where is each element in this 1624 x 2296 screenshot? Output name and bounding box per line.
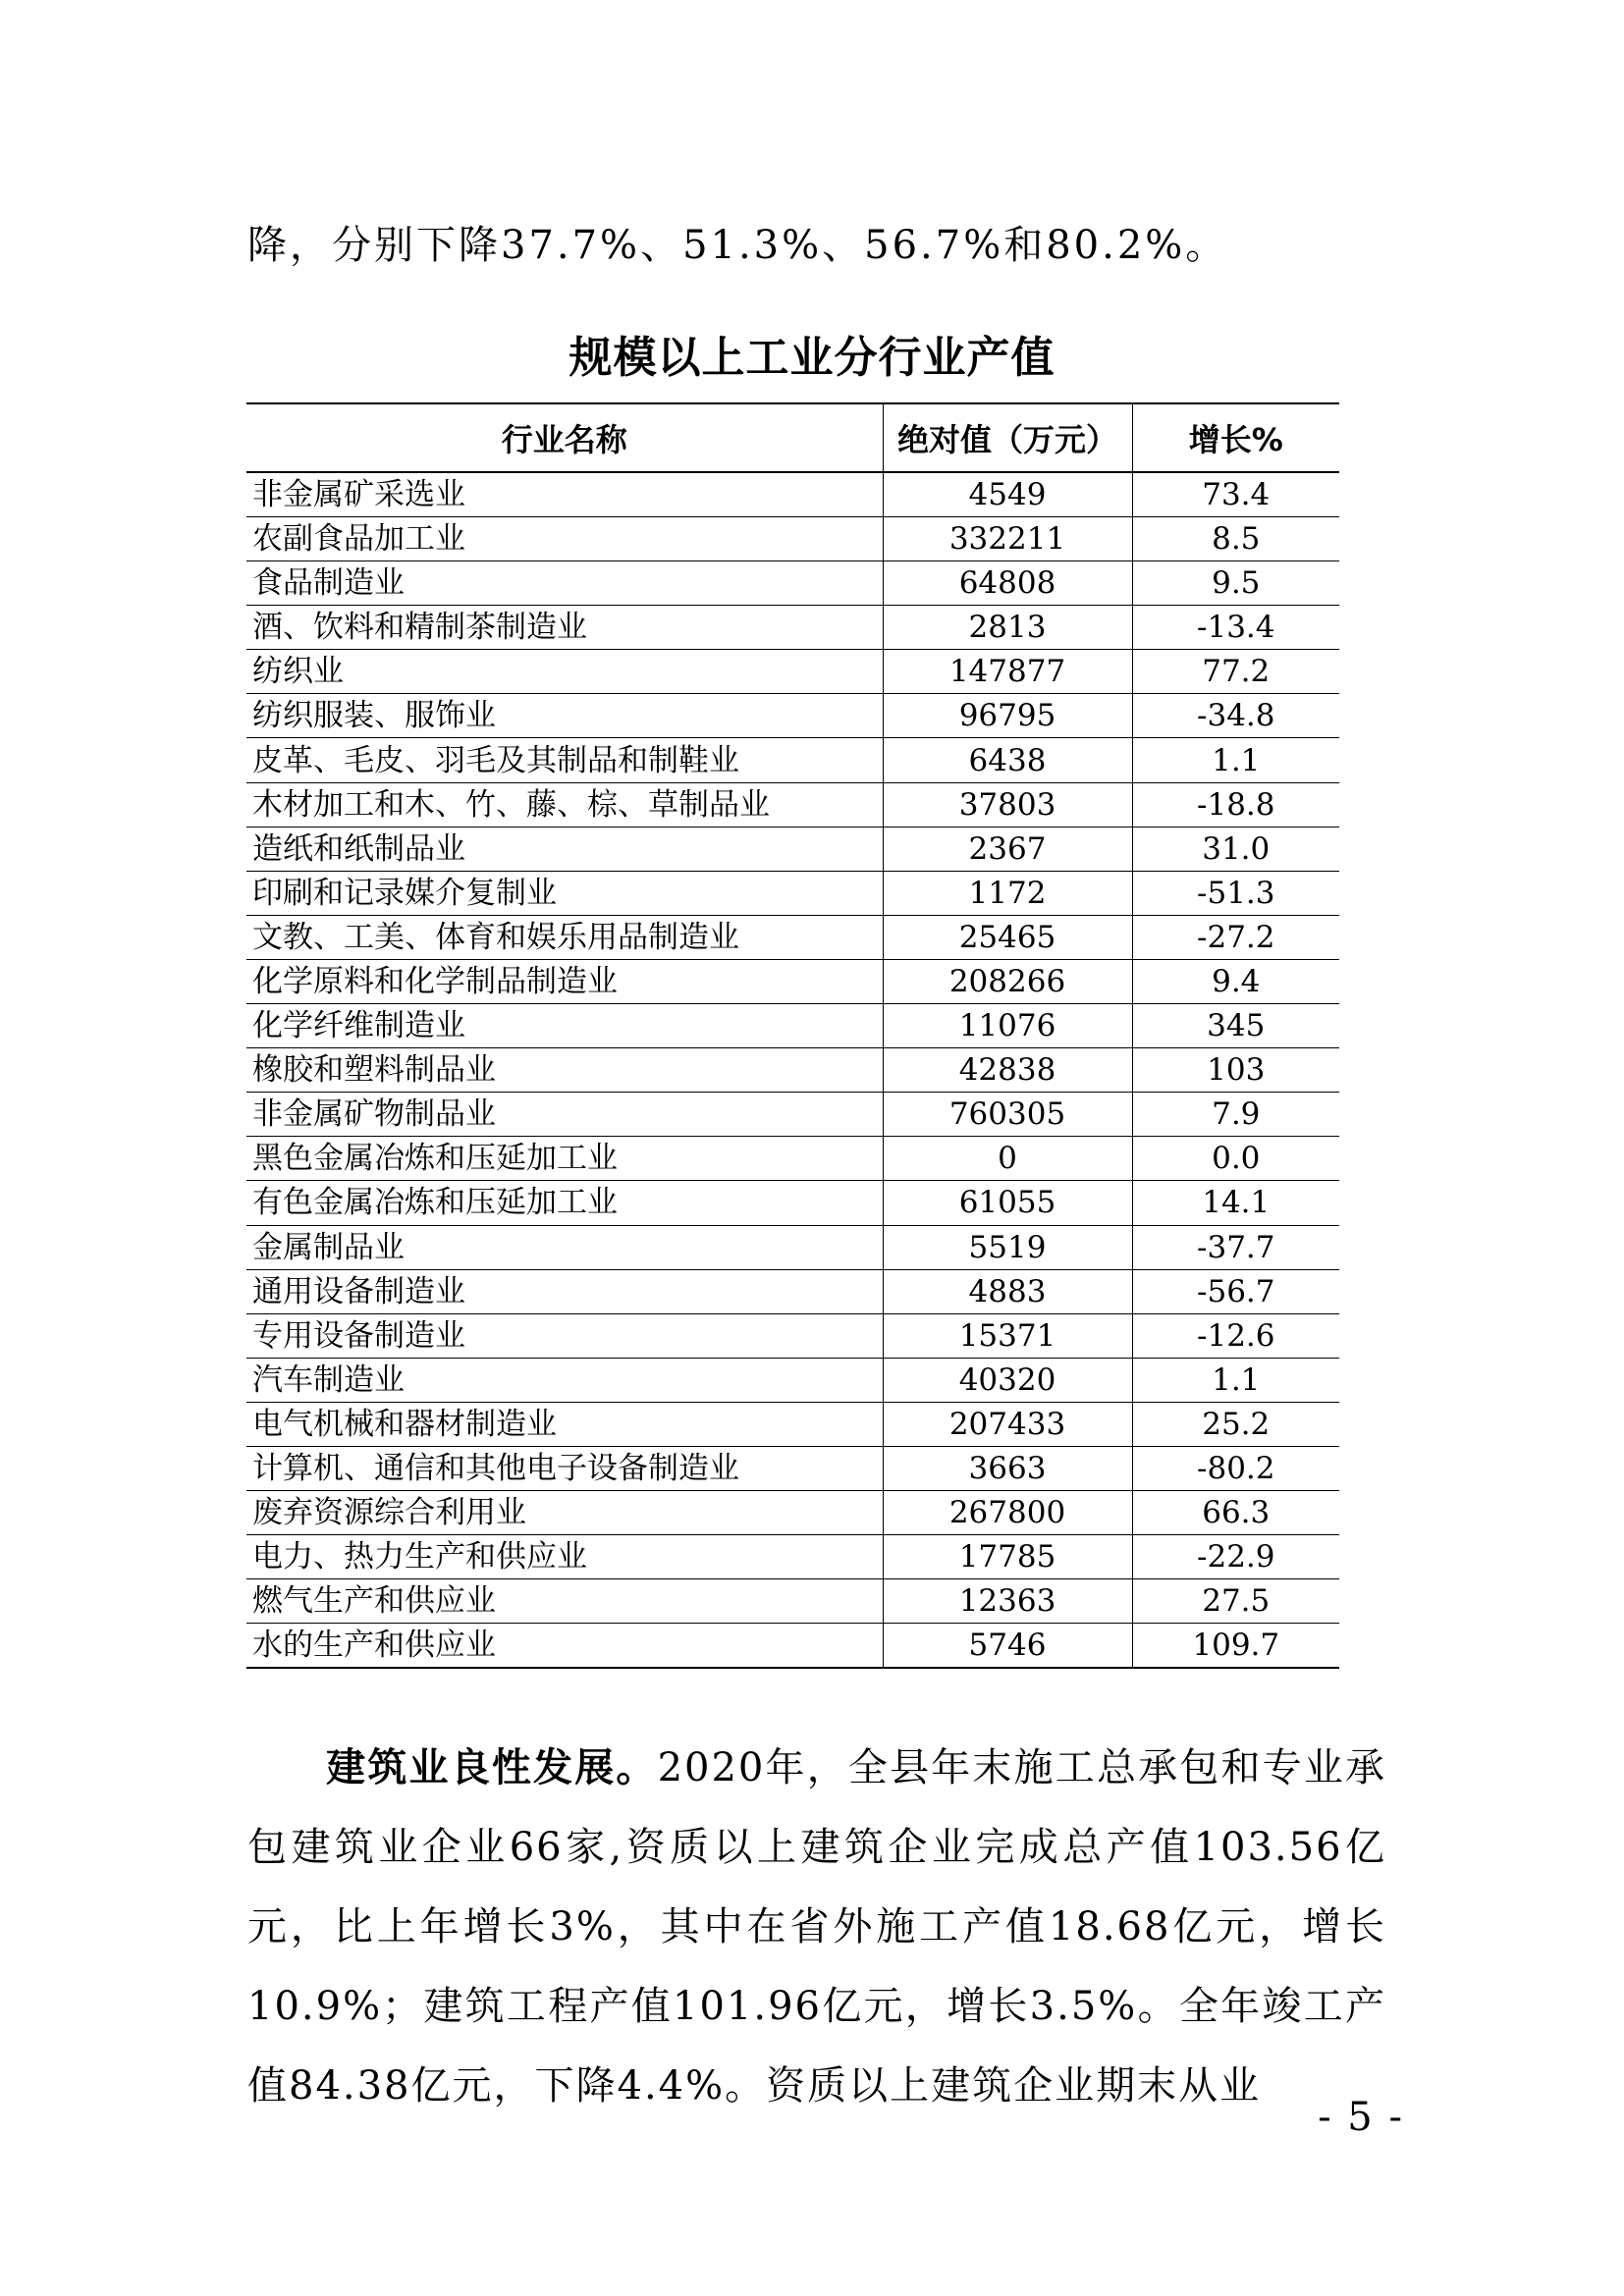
absolute-value-cell: 5746 bbox=[883, 1624, 1132, 1669]
growth-cell: -51.3 bbox=[1132, 871, 1339, 915]
growth-cell: -34.8 bbox=[1132, 694, 1339, 738]
growth-cell: 27.5 bbox=[1132, 1579, 1339, 1624]
industry-name-cell: 文教、工美、体育和娱乐用品制造业 bbox=[246, 915, 883, 959]
growth-cell: 103 bbox=[1132, 1048, 1339, 1093]
table-row bbox=[246, 1402, 1339, 1446]
table-header-row bbox=[246, 403, 1339, 472]
absolute-value-cell: 4883 bbox=[883, 1269, 1132, 1313]
intro-paragraph: 降，分别下降37.7%、51.3%、56.7%和80.2%。 bbox=[247, 223, 1228, 268]
absolute-value-cell: 2813 bbox=[883, 606, 1132, 650]
growth-cell: -18.8 bbox=[1132, 782, 1339, 827]
industry-name-cell: 木材加工和木、竹、藤、棕、草制品业 bbox=[246, 782, 883, 827]
absolute-value-cell: 760305 bbox=[883, 1093, 1132, 1137]
header-growth: 增长% bbox=[1132, 403, 1339, 472]
table-row bbox=[246, 650, 1339, 694]
growth-cell: 8.5 bbox=[1132, 517, 1339, 561]
table-row bbox=[246, 1579, 1339, 1624]
table-row bbox=[246, 915, 1339, 959]
absolute-value-cell: 17785 bbox=[883, 1535, 1132, 1579]
table-row bbox=[246, 1446, 1339, 1490]
table-row bbox=[246, 1093, 1339, 1137]
industry-name-cell: 金属制品业 bbox=[246, 1225, 883, 1269]
growth-cell: 0.0 bbox=[1132, 1137, 1339, 1181]
table-row bbox=[246, 1225, 1339, 1269]
table-row bbox=[246, 1313, 1339, 1358]
table-row bbox=[246, 517, 1339, 561]
growth-cell: 66.3 bbox=[1132, 1491, 1339, 1535]
industry-name-cell: 皮革、毛皮、羽毛及其制品和制鞋业 bbox=[246, 738, 883, 782]
industry-name-cell: 黑色金属冶炼和压延加工业 bbox=[246, 1137, 883, 1181]
growth-cell: 7.9 bbox=[1132, 1093, 1339, 1137]
absolute-value-cell: 4549 bbox=[883, 472, 1132, 517]
industry-name-cell: 化学纤维制造业 bbox=[246, 1004, 883, 1048]
growth-cell: -27.2 bbox=[1132, 915, 1339, 959]
industry-name-cell: 食品制造业 bbox=[246, 561, 883, 606]
industry-name-cell: 酒、饮料和精制茶制造业 bbox=[246, 606, 883, 650]
industry-name-cell: 非金属矿物制品业 bbox=[246, 1093, 883, 1137]
absolute-value-cell: 6438 bbox=[883, 738, 1132, 782]
absolute-value-cell: 267800 bbox=[883, 1491, 1132, 1535]
table-row bbox=[246, 738, 1339, 782]
table-row bbox=[246, 1624, 1339, 1669]
growth-cell: 25.2 bbox=[1132, 1402, 1339, 1446]
growth-cell: -12.6 bbox=[1132, 1313, 1339, 1358]
industry-name-cell: 有色金属冶炼和压延加工业 bbox=[246, 1181, 883, 1225]
industry-name-cell: 纺织服装、服饰业 bbox=[246, 694, 883, 738]
absolute-value-cell: 1172 bbox=[883, 871, 1132, 915]
construction-paragraph bbox=[247, 1728, 1386, 2126]
table-row bbox=[246, 1004, 1339, 1048]
absolute-value-cell: 61055 bbox=[883, 1181, 1132, 1225]
growth-cell: 31.0 bbox=[1132, 827, 1339, 871]
absolute-value-cell: 37803 bbox=[883, 782, 1132, 827]
table-row bbox=[246, 871, 1339, 915]
industry-name-cell: 电力、热力生产和供应业 bbox=[246, 1535, 883, 1579]
table-title: 规模以上工业分行业产值 bbox=[568, 333, 1056, 383]
industry-name-cell: 电气机械和器材制造业 bbox=[246, 1402, 883, 1446]
industry-name-cell: 专用设备制造业 bbox=[246, 1313, 883, 1358]
table-row bbox=[246, 472, 1339, 517]
table-row bbox=[246, 1048, 1339, 1093]
growth-cell: 1.1 bbox=[1132, 1358, 1339, 1402]
table-row bbox=[246, 606, 1339, 650]
growth-cell: -22.9 bbox=[1132, 1535, 1339, 1579]
construction-lead: 建筑业良性发展。 bbox=[326, 1744, 658, 1790]
table-row bbox=[246, 827, 1339, 871]
growth-cell: 9.4 bbox=[1132, 959, 1339, 1003]
absolute-value-cell: 208266 bbox=[883, 959, 1132, 1003]
growth-cell: 77.2 bbox=[1132, 650, 1339, 694]
industry-name-cell: 水的生产和供应业 bbox=[246, 1624, 883, 1669]
growth-cell: 1.1 bbox=[1132, 738, 1339, 782]
growth-cell: 14.1 bbox=[1132, 1181, 1339, 1225]
industry-name-cell: 化学原料和化学制品制造业 bbox=[246, 959, 883, 1003]
header-industry-name: 行业名称 bbox=[246, 403, 883, 472]
industry-name-cell: 燃气生产和供应业 bbox=[246, 1579, 883, 1624]
absolute-value-cell: 2367 bbox=[883, 827, 1132, 871]
absolute-value-cell: 3663 bbox=[883, 1446, 1132, 1490]
table-row bbox=[246, 694, 1339, 738]
page-number: - 5 - bbox=[1318, 2095, 1404, 2140]
absolute-value-cell: 96795 bbox=[883, 694, 1132, 738]
absolute-value-cell: 64808 bbox=[883, 561, 1132, 606]
industry-output-table bbox=[246, 402, 1339, 1669]
absolute-value-cell: 11076 bbox=[883, 1004, 1132, 1048]
growth-cell: -13.4 bbox=[1132, 606, 1339, 650]
absolute-value-cell: 12363 bbox=[883, 1579, 1132, 1624]
absolute-value-cell: 25465 bbox=[883, 915, 1132, 959]
industry-name-cell: 印刷和记录媒介复制业 bbox=[246, 871, 883, 915]
table-row bbox=[246, 1535, 1339, 1579]
industry-name-cell: 橡胶和塑料制品业 bbox=[246, 1048, 883, 1093]
absolute-value-cell: 40320 bbox=[883, 1358, 1132, 1402]
table-body bbox=[246, 472, 1339, 1668]
industry-name-cell: 造纸和纸制品业 bbox=[246, 827, 883, 871]
table-row bbox=[246, 782, 1339, 827]
construction-text: 2020年，全县年末施工总承包和专业承包建筑业企业66家,资质以上建筑企业完成总产值103.56亿元，比上年增长3%，其中在省外施工产值18.68亿元，增长10.9%；建筑工程产值101.96亿元，增长3.5%。全年竣工产值84.38亿元，下降4.4%。资质以上建筑企业期末从业 bbox=[247, 1745, 1387, 2109]
absolute-value-cell: 147877 bbox=[883, 650, 1132, 694]
absolute-value-cell: 0 bbox=[883, 1137, 1132, 1181]
table-row bbox=[246, 1491, 1339, 1535]
table-row bbox=[246, 1358, 1339, 1402]
table-row bbox=[246, 959, 1339, 1003]
absolute-value-cell: 207433 bbox=[883, 1402, 1132, 1446]
growth-cell: -37.7 bbox=[1132, 1225, 1339, 1269]
table-row bbox=[246, 1181, 1339, 1225]
industry-name-cell: 汽车制造业 bbox=[246, 1358, 883, 1402]
growth-cell: 73.4 bbox=[1132, 472, 1339, 517]
industry-name-cell: 通用设备制造业 bbox=[246, 1269, 883, 1313]
absolute-value-cell: 15371 bbox=[883, 1313, 1132, 1358]
table-row bbox=[246, 561, 1339, 606]
absolute-value-cell: 5519 bbox=[883, 1225, 1132, 1269]
table-row bbox=[246, 1269, 1339, 1313]
growth-cell: 9.5 bbox=[1132, 561, 1339, 606]
header-absolute-value: 绝对值（万元） bbox=[883, 403, 1132, 472]
growth-cell: -56.7 bbox=[1132, 1269, 1339, 1313]
industry-name-cell: 废弃资源综合利用业 bbox=[246, 1491, 883, 1535]
table-row bbox=[246, 1137, 1339, 1181]
absolute-value-cell: 332211 bbox=[883, 517, 1132, 561]
growth-cell: 345 bbox=[1132, 1004, 1339, 1048]
absolute-value-cell: 42838 bbox=[883, 1048, 1132, 1093]
industry-name-cell: 非金属矿采选业 bbox=[246, 472, 883, 517]
growth-cell: -80.2 bbox=[1132, 1446, 1339, 1490]
industry-name-cell: 计算机、通信和其他电子设备制造业 bbox=[246, 1446, 883, 1490]
growth-cell: 109.7 bbox=[1132, 1624, 1339, 1669]
industry-name-cell: 纺织业 bbox=[246, 650, 883, 694]
industry-name-cell: 农副食品加工业 bbox=[246, 517, 883, 561]
